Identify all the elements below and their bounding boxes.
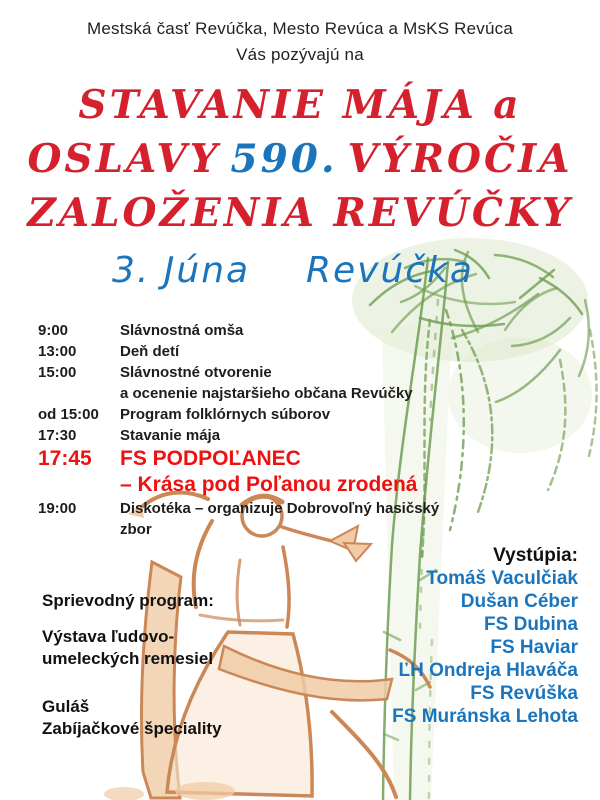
schedule-line: Deň detí <box>120 343 180 360</box>
schedule <box>38 320 508 540</box>
schedule-line: Stavanie mája <box>120 427 221 444</box>
event-date: 3. Júna <box>112 250 251 291</box>
schedule-line: Program folklórnych súborov <box>120 406 331 423</box>
schedule-time: 9:00 <box>38 322 69 339</box>
performers-list <box>392 567 578 728</box>
schedule-line: – Krása pod Poľanou zrodená <box>120 473 418 496</box>
performer-name: Dušan Céber <box>460 591 578 612</box>
side-program-line: Guláš <box>42 697 90 716</box>
side-program-line: Výstava ľudovo- <box>42 627 175 646</box>
side-program-items <box>42 626 222 740</box>
performer-name: FS Dubina <box>484 614 578 635</box>
schedule-time: 15:00 <box>38 364 77 381</box>
schedule-time: od 15:00 <box>38 406 99 423</box>
organizers-line: Mestská časť Revúčka, Mesto Revúca a MsKS Revúca <box>86 19 514 38</box>
performer-name: ĽH Ondreja Hlaváča <box>398 660 578 681</box>
organizers-header <box>0 16 600 68</box>
schedule-line: FS PODPOĽANEC <box>120 447 301 470</box>
event-place: Revúčka <box>306 250 474 291</box>
title-line-1: STAVANIE MÁJA a <box>78 82 522 128</box>
schedule-line: Slávnostná omša <box>120 322 244 339</box>
performers-heading: Vystúpia: <box>493 545 578 566</box>
schedule-time: 17:45 <box>38 447 92 470</box>
side-program <box>42 590 222 740</box>
schedule-description <box>120 341 508 362</box>
schedule-line: zbor <box>120 521 152 538</box>
title-line-2 <box>0 132 600 186</box>
performers <box>392 544 578 728</box>
performer-name: Tomáš Vaculčiak <box>426 568 578 589</box>
title-line-3: ZALOŽENIA REVÚČKY <box>27 190 573 236</box>
title-line-2-pre: OSLAVY <box>27 136 221 182</box>
schedule-row <box>38 425 508 446</box>
schedule-row <box>38 341 508 362</box>
schedule-description <box>120 362 508 404</box>
schedule-line: Diskotéka – organizuje Dobrovoľný hasičský <box>120 500 440 517</box>
side-program-line: umeleckých remesiel <box>42 649 214 668</box>
schedule-line: Slávnostné otvorenie <box>120 364 272 381</box>
poster-title <box>0 78 600 240</box>
invitation-line: Vás pozývajú na <box>236 45 364 64</box>
schedule-row <box>38 362 508 404</box>
schedule-description <box>120 446 508 498</box>
schedule-time: 17:30 <box>38 427 77 444</box>
performer-name: FS Revúška <box>470 683 578 704</box>
performer-name: FS Muránska Lehota <box>392 706 578 727</box>
schedule-description <box>120 404 508 425</box>
schedule-row <box>38 446 508 498</box>
side-program-item <box>42 696 222 740</box>
anniversary-number: 590. <box>230 136 338 182</box>
schedule-row <box>38 404 508 425</box>
side-program-heading: Sprievodný program: <box>42 591 214 610</box>
schedule-time: 19:00 <box>38 500 77 517</box>
schedule-description <box>120 425 508 446</box>
schedule-row <box>38 498 508 540</box>
schedule-line: a ocenenie najstaršieho občana Revúčky <box>120 385 413 402</box>
schedule-description <box>120 498 508 540</box>
side-program-item <box>42 626 222 670</box>
schedule-time: 13:00 <box>38 343 77 360</box>
title-line-2-post: VÝROČIA <box>347 136 573 182</box>
schedule-row <box>38 320 508 341</box>
side-program-line: Zabíjačkové špeciality <box>42 719 222 738</box>
schedule-description <box>120 320 508 341</box>
performer-name: FS Haviar <box>490 637 578 658</box>
